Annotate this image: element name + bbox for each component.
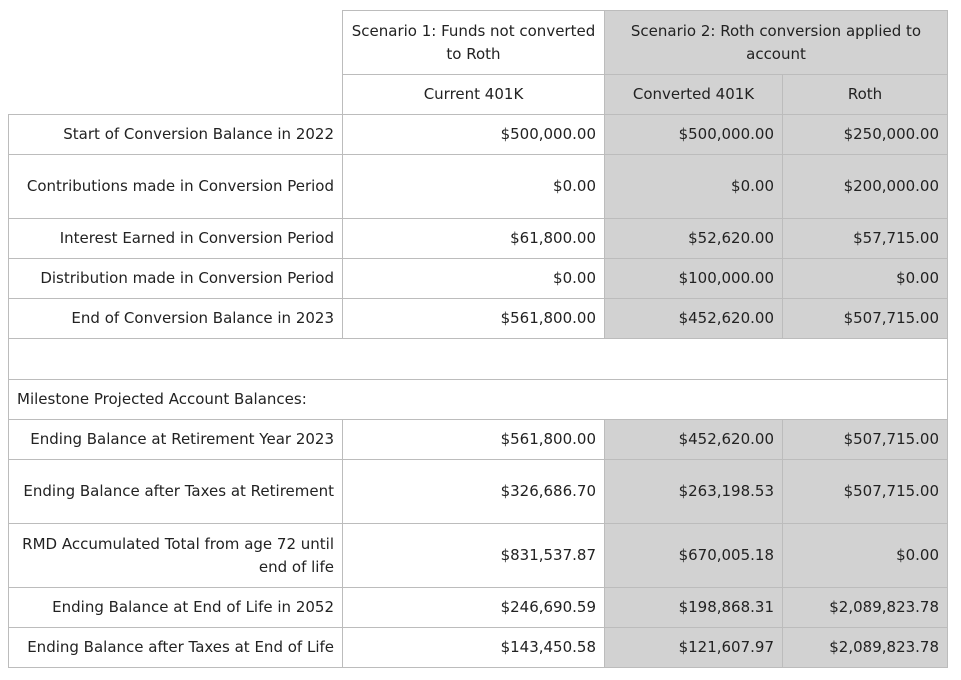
cell-current-401k: $0.00 [343, 155, 605, 219]
row-label: Ending Balance at End of Life in 2052 [9, 588, 343, 628]
cell-converted-401k: $452,620.00 [605, 420, 783, 460]
table-row [9, 219, 948, 259]
cell-current-401k: $500,000.00 [343, 115, 605, 155]
cell-converted-401k: $0.00 [605, 155, 783, 219]
table-row [9, 588, 948, 628]
cell-current-401k: $831,537.87 [343, 524, 605, 588]
cell-converted-401k: $52,620.00 [605, 219, 783, 259]
cell-converted-401k: $452,620.00 [605, 299, 783, 339]
table-row [9, 155, 948, 219]
column-header-row [9, 75, 948, 115]
corner-cell [9, 11, 343, 75]
spacer-cell [9, 339, 948, 380]
spacer-row [9, 339, 948, 380]
cell-current-401k: $326,686.70 [343, 460, 605, 524]
col-roth: Roth [783, 75, 948, 115]
cell-current-401k: $246,690.59 [343, 588, 605, 628]
cell-current-401k: $561,800.00 [343, 299, 605, 339]
cell-roth: $507,715.00 [783, 299, 948, 339]
row-label: RMD Accumulated Total from age 72 until end of life [9, 524, 343, 588]
scenario-header-row [9, 11, 948, 75]
cell-converted-401k: $121,607.97 [605, 628, 783, 668]
cell-converted-401k: $670,005.18 [605, 524, 783, 588]
table-row [9, 628, 948, 668]
corner-cell [9, 75, 343, 115]
cell-converted-401k: $500,000.00 [605, 115, 783, 155]
table-row [9, 299, 948, 339]
cell-roth: $57,715.00 [783, 219, 948, 259]
col-current-401k: Current 401K [343, 75, 605, 115]
cell-roth: $250,000.00 [783, 115, 948, 155]
row-label: Distribution made in Conversion Period [9, 259, 343, 299]
cell-roth: $2,089,823.78 [783, 628, 948, 668]
row-label: Start of Conversion Balance in 2022 [9, 115, 343, 155]
cell-roth: $507,715.00 [783, 460, 948, 524]
row-label: Contributions made in Conversion Period [9, 155, 343, 219]
cell-current-401k: $561,800.00 [343, 420, 605, 460]
section-header-row [9, 380, 948, 420]
cell-converted-401k: $263,198.53 [605, 460, 783, 524]
row-label: End of Conversion Balance in 2023 [9, 299, 343, 339]
table-row [9, 460, 948, 524]
table-row [9, 115, 948, 155]
roth-conversion-table [8, 10, 948, 668]
row-label: Ending Balance after Taxes at Retirement [9, 460, 343, 524]
row-label: Ending Balance at Retirement Year 2023 [9, 420, 343, 460]
table-row [9, 524, 948, 588]
cell-converted-401k: $198,868.31 [605, 588, 783, 628]
cell-roth: $0.00 [783, 259, 948, 299]
cell-current-401k: $61,800.00 [343, 219, 605, 259]
scenario2-header: Scenario 2: Roth conversion applied to account [605, 11, 948, 75]
cell-roth: $0.00 [783, 524, 948, 588]
row-label: Interest Earned in Conversion Period [9, 219, 343, 259]
row-label: Ending Balance after Taxes at End of Life [9, 628, 343, 668]
cell-converted-401k: $100,000.00 [605, 259, 783, 299]
cell-current-401k: $0.00 [343, 259, 605, 299]
scenario1-header: Scenario 1: Funds not converted to Roth [343, 11, 605, 75]
cell-roth: $2,089,823.78 [783, 588, 948, 628]
cell-roth: $507,715.00 [783, 420, 948, 460]
cell-roth: $200,000.00 [783, 155, 948, 219]
table-row [9, 259, 948, 299]
col-converted-401k: Converted 401K [605, 75, 783, 115]
table-row [9, 420, 948, 460]
cell-current-401k: $143,450.58 [343, 628, 605, 668]
milestone-section-title: Milestone Projected Account Balances: [9, 380, 948, 420]
